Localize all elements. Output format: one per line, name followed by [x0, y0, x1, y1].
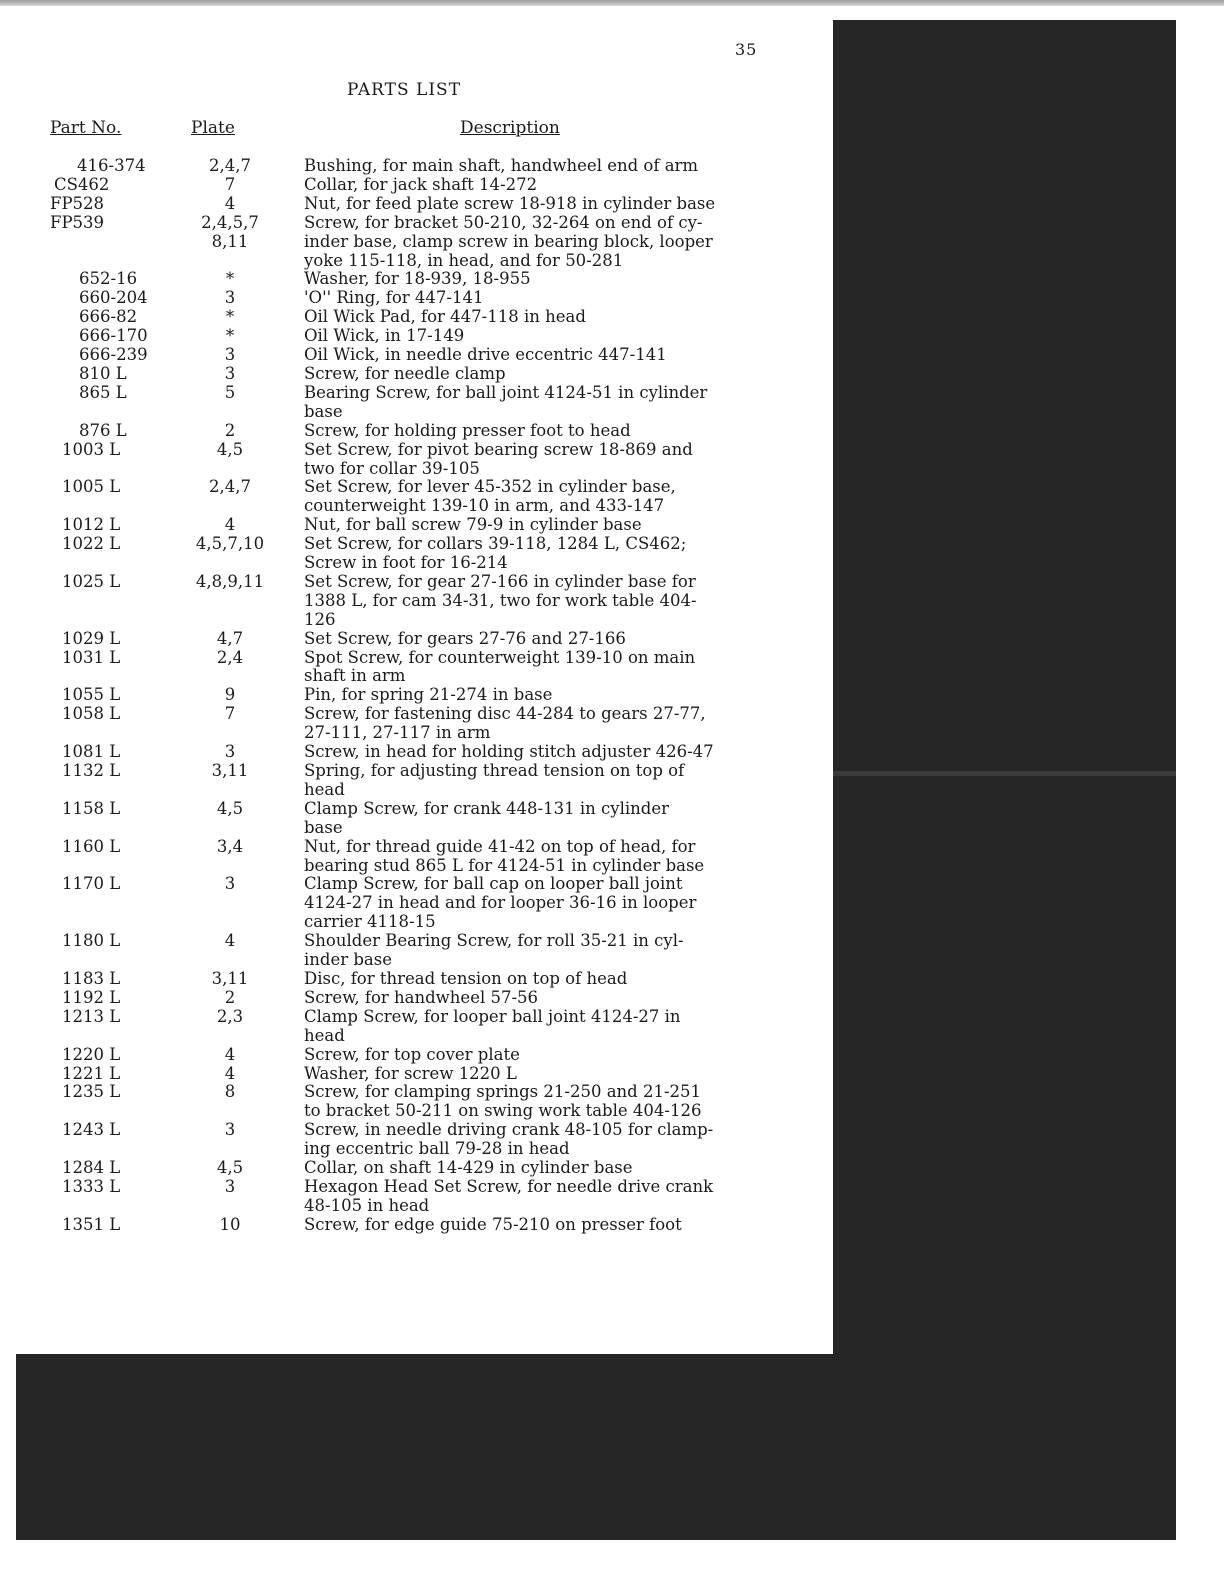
- column-header-plate: Plate: [191, 118, 235, 138]
- part-number: 810 L: [79, 363, 127, 383]
- plate-number: 9: [224, 685, 236, 705]
- part-number: CS462: [54, 174, 110, 194]
- parts-list: [0, 157, 833, 1235]
- part-description: [304, 705, 833, 743]
- part-description: [304, 686, 833, 705]
- description-line: Set Screw, for pivot bearing screw 18-869 and: [304, 439, 693, 459]
- part-number: 1022 L: [62, 534, 121, 554]
- description-line: to bracket 50-211 on swing work table 404-126: [304, 1101, 702, 1121]
- description-line: Oil Wick Pad, for 447-118 in head: [304, 307, 586, 327]
- part-number: 1351 L: [62, 1214, 121, 1234]
- plate-number: 2,3: [216, 1006, 244, 1026]
- part-description: [304, 649, 833, 687]
- description-line: ing eccentric ball 79-28 in head: [304, 1139, 570, 1159]
- parts-row: [0, 422, 833, 441]
- part-description: [304, 478, 833, 516]
- part-description: [304, 1083, 833, 1121]
- description-line: shaft in arm: [304, 666, 406, 686]
- description-line: Oil Wick, in needle drive eccentric 447-141: [304, 345, 667, 365]
- part-description: [304, 441, 833, 479]
- plate-number: 4: [224, 1044, 236, 1064]
- parts-row: [0, 800, 833, 838]
- part-number: 652-16: [79, 269, 138, 289]
- part-description: [304, 1046, 833, 1065]
- part-number: 1284 L: [62, 1158, 121, 1178]
- part-number: 1235 L: [62, 1082, 121, 1102]
- part-description: [304, 195, 833, 214]
- plate-number: 4,5: [216, 439, 244, 459]
- plate-number: 4: [224, 515, 236, 535]
- parts-row: [0, 289, 833, 308]
- part-description: [304, 989, 833, 1008]
- part-number: 1220 L: [62, 1044, 121, 1064]
- scan-background-right: [833, 20, 1176, 1540]
- part-number: FP539: [50, 212, 105, 232]
- part-description: [304, 157, 833, 176]
- part-number: FP528: [50, 193, 105, 213]
- parts-row: [0, 932, 833, 970]
- part-number: 1333 L: [62, 1176, 121, 1196]
- description-line: base: [304, 401, 343, 421]
- plate-number: 4: [224, 931, 236, 951]
- scan-top-edge: [0, 0, 1224, 6]
- parts-row: [0, 365, 833, 384]
- description-line: Disc, for thread tension on top of head: [304, 968, 628, 988]
- page-title: PARTS LIST: [347, 80, 462, 100]
- parts-row: [0, 308, 833, 327]
- plate-number: 2: [224, 987, 236, 1007]
- plate-number: 4,5: [216, 1158, 244, 1178]
- plate-number: 3: [224, 288, 236, 308]
- parts-row: [0, 970, 833, 989]
- plate-number: 2,4,7: [209, 156, 251, 175]
- parts-row: [0, 630, 833, 649]
- part-number: 1003 L: [62, 439, 121, 459]
- part-number: 1029 L: [62, 628, 121, 648]
- plate-number: 4: [224, 193, 236, 213]
- description-line: 4124-27 in head and for looper 36-16 in looper: [304, 893, 697, 913]
- plate-number: 2,4,7: [209, 477, 251, 497]
- parts-row: [0, 838, 833, 876]
- part-number: 1243 L: [62, 1120, 121, 1140]
- description-line: Screw, in head for holding stitch adjuster 426-47: [304, 742, 714, 762]
- parts-row: [0, 157, 833, 176]
- description-line: Screw, for handwheel 57-56: [304, 987, 539, 1007]
- parts-row: [0, 1065, 833, 1084]
- scan-background-bottom: [16, 1354, 1176, 1540]
- description-line: Nut, for feed plate screw 18-918 in cylinder base: [304, 193, 716, 213]
- description-line: Pin, for spring 21-274 in base: [304, 685, 553, 705]
- description-line: 1388 L, for cam 34-31, two for work table 404-: [304, 590, 697, 610]
- part-number: 1031 L: [62, 647, 121, 667]
- part-description: [304, 1121, 833, 1159]
- part-number: 1058 L: [62, 704, 121, 724]
- part-description: [304, 327, 833, 346]
- part-description: [304, 516, 833, 535]
- description-line: Screw, in needle driving crank 48-105 for clamp-: [304, 1120, 714, 1140]
- plate-number: 2: [224, 420, 236, 440]
- description-line: Washer, for 18-939, 18-955: [304, 269, 531, 289]
- plate-number: 3: [224, 874, 236, 894]
- description-line: Nut, for ball screw 79-9 in cylinder base: [304, 515, 642, 535]
- part-number: 876 L: [79, 420, 127, 440]
- part-description: [304, 535, 833, 573]
- plate-number: 4: [224, 1063, 236, 1083]
- part-description: [304, 176, 833, 195]
- part-number: 416-374: [77, 156, 146, 175]
- part-description: [304, 762, 833, 800]
- part-description: [304, 970, 833, 989]
- description-line: yoke 115-118, in head, and for 50-281: [304, 250, 624, 270]
- parts-row: [0, 573, 833, 630]
- part-number: 1025 L: [62, 571, 121, 591]
- plate-number: 7: [224, 704, 236, 724]
- description-line: Clamp Screw, for ball cap on looper ball joint: [304, 874, 683, 894]
- scan-background-seam: [833, 771, 1176, 776]
- description-line: Nut, for thread guide 41-42 on top of head, for: [304, 836, 696, 856]
- description-line: Collar, on shaft 14-429 in cylinder base: [304, 1158, 633, 1178]
- part-description: [304, 875, 833, 932]
- description-line: Screw in foot for 16-214: [304, 553, 508, 573]
- description-line: two for collar 39-105: [304, 458, 480, 478]
- description-line: 126: [304, 609, 336, 629]
- description-line: Collar, for jack shaft 14-272: [304, 174, 538, 194]
- description-line: head: [304, 779, 345, 799]
- parts-row: [0, 989, 833, 1008]
- description-line: Bushing, for main shaft, handwheel end of arm: [304, 156, 699, 175]
- part-description: [304, 289, 833, 308]
- part-description: [304, 422, 833, 441]
- description-line: 'O'' Ring, for 447-141: [304, 288, 484, 308]
- description-line: base: [304, 817, 343, 837]
- plate-number: *: [225, 326, 235, 346]
- description-line: Screw, for top cover plate: [304, 1044, 520, 1064]
- part-description: [304, 573, 833, 630]
- part-description: [304, 1065, 833, 1084]
- part-description: [304, 365, 833, 384]
- description-line: carrier 4118-15: [304, 912, 436, 932]
- plate-number: 4,5: [216, 798, 244, 818]
- part-description: [304, 838, 833, 876]
- part-description: [304, 743, 833, 762]
- plate-number: 3,11: [211, 968, 249, 988]
- plate-number: 4,5,7,10: [195, 534, 265, 554]
- description-line: Set Screw, for lever 45-352 in cylinder base,: [304, 477, 676, 497]
- part-number: 1180 L: [62, 931, 121, 951]
- description-line: counterweight 139-10 in arm, and 433-147: [304, 496, 665, 516]
- description-line: Screw, for needle clamp: [304, 363, 506, 383]
- part-number: 666-170: [79, 326, 148, 346]
- description-line: Bearing Screw, for ball joint 4124-51 in cylinder: [304, 382, 708, 402]
- parts-row: [0, 875, 833, 932]
- parts-row: [0, 743, 833, 762]
- plate-number: 3,4: [216, 836, 244, 856]
- plate-number: *: [225, 307, 235, 327]
- part-description: [304, 1008, 833, 1046]
- description-line: Spring, for adjusting thread tension on top of: [304, 761, 685, 780]
- plate-number: 2,4: [216, 647, 244, 667]
- parts-row: [0, 1046, 833, 1065]
- description-line: 27-111, 27-117 in arm: [304, 723, 491, 743]
- parts-row: [0, 535, 833, 573]
- parts-row: [0, 1121, 833, 1159]
- description-line: Screw, for edge guide 75-210 on presser foot: [304, 1214, 682, 1234]
- description-line: Screw, for fastening disc 44-284 to gears 27-77,: [304, 704, 706, 724]
- plate-number: 4,8,9,11: [195, 571, 265, 591]
- description-line: Oil Wick, in 17-149: [304, 326, 465, 346]
- part-number: 1132 L: [62, 761, 121, 780]
- description-line: Set Screw, for gear 27-166 in cylinder base for: [304, 571, 696, 591]
- part-number: 660-204: [79, 288, 148, 308]
- parts-row: [0, 478, 833, 516]
- part-description: [304, 1178, 833, 1216]
- plate-number: 4,7: [216, 628, 244, 648]
- plate-number: 3: [224, 1120, 236, 1140]
- plate-number: 2,4,5,7: [201, 212, 259, 232]
- part-number: 1221 L: [62, 1063, 121, 1083]
- description-line: head: [304, 1025, 345, 1045]
- plate-number: 3: [224, 742, 236, 762]
- description-line: 48-105 in head: [304, 1195, 430, 1215]
- parts-row: [0, 762, 833, 800]
- plate-number: *: [225, 269, 235, 289]
- parts-row: [0, 649, 833, 687]
- part-number: 865 L: [79, 382, 127, 402]
- description-line: Screw, for bracket 50-210, 32-264 on end of cy-: [304, 212, 703, 232]
- plate-number: 8: [224, 1082, 236, 1102]
- part-number: 666-239: [79, 345, 148, 365]
- parts-row: [0, 686, 833, 705]
- parts-row: [0, 327, 833, 346]
- part-number: 666-82: [79, 307, 138, 327]
- part-number: 1012 L: [62, 515, 121, 535]
- parts-row: [0, 1178, 833, 1216]
- part-number: 1081 L: [62, 742, 121, 762]
- description-line: Set Screw, for gears 27-76 and 27-166: [304, 628, 626, 648]
- part-number: 1158 L: [62, 798, 121, 818]
- parts-row: [0, 705, 833, 743]
- description-line: Clamp Screw, for crank 448-131 in cylinder: [304, 798, 669, 818]
- description-line: bearing stud 865 L for 4124-51 in cylinder base: [304, 855, 705, 875]
- part-description: [304, 1159, 833, 1178]
- plate-number: 3: [224, 363, 236, 383]
- parts-row: [0, 1159, 833, 1178]
- part-number: 1055 L: [62, 685, 121, 705]
- plate-number: 3: [224, 345, 236, 365]
- part-description: [304, 630, 833, 649]
- parts-row: [0, 346, 833, 365]
- part-description: [304, 214, 833, 233]
- description-line: inder base, clamp screw in bearing block, looper: [304, 231, 713, 251]
- parts-row: [0, 270, 833, 289]
- description-line: Washer, for screw 1220 L: [304, 1063, 517, 1083]
- parts-row: [0, 214, 833, 233]
- description-line: inder base: [304, 950, 392, 970]
- parts-row: [0, 516, 833, 535]
- part-description: [304, 1216, 833, 1235]
- parts-row: [0, 1008, 833, 1046]
- parts-row: [0, 441, 833, 479]
- description-line: Screw, for clamping springs 21-250 and 21-251: [304, 1082, 702, 1102]
- part-number: 1160 L: [62, 836, 121, 856]
- part-description: [304, 800, 833, 838]
- parts-row: [0, 1216, 833, 1235]
- parts-row: [0, 233, 833, 271]
- parts-row: [0, 1083, 833, 1121]
- page-number: 35: [735, 40, 758, 59]
- parts-row: [0, 384, 833, 422]
- parts-row: [0, 195, 833, 214]
- description-line: Screw, for holding presser foot to head: [304, 420, 631, 440]
- plate-number: 10: [219, 1214, 241, 1234]
- parts-row: [0, 176, 833, 195]
- plate-number: 3,11: [211, 761, 249, 780]
- plate-number: 8,11: [211, 231, 249, 251]
- part-description: [304, 384, 833, 422]
- column-header-description: Description: [460, 118, 560, 138]
- column-header-part-no: Part No.: [50, 118, 122, 138]
- part-description: [304, 308, 833, 327]
- part-description: [304, 932, 833, 970]
- description-line: Set Screw, for collars 39-118, 1284 L, CS462;: [304, 534, 687, 554]
- description-line: Spot Screw, for counterweight 139-10 on main: [304, 647, 696, 667]
- part-number: 1192 L: [62, 987, 121, 1007]
- plate-number: 7: [224, 174, 236, 194]
- part-number: 1005 L: [62, 477, 121, 497]
- part-description: [304, 270, 833, 289]
- part-number: 1170 L: [62, 874, 121, 894]
- description-line: Shoulder Bearing Screw, for roll 35-21 in cyl-: [304, 931, 684, 951]
- part-number: 1183 L: [62, 968, 121, 988]
- part-description: [304, 233, 833, 271]
- description-line: Hexagon Head Set Screw, for needle drive crank: [304, 1176, 714, 1196]
- part-description: [304, 346, 833, 365]
- plate-number: 5: [224, 382, 236, 402]
- description-line: Clamp Screw, for looper ball joint 4124-27 in: [304, 1006, 681, 1026]
- plate-number: 3: [224, 1176, 236, 1196]
- part-number: 1213 L: [62, 1006, 121, 1026]
